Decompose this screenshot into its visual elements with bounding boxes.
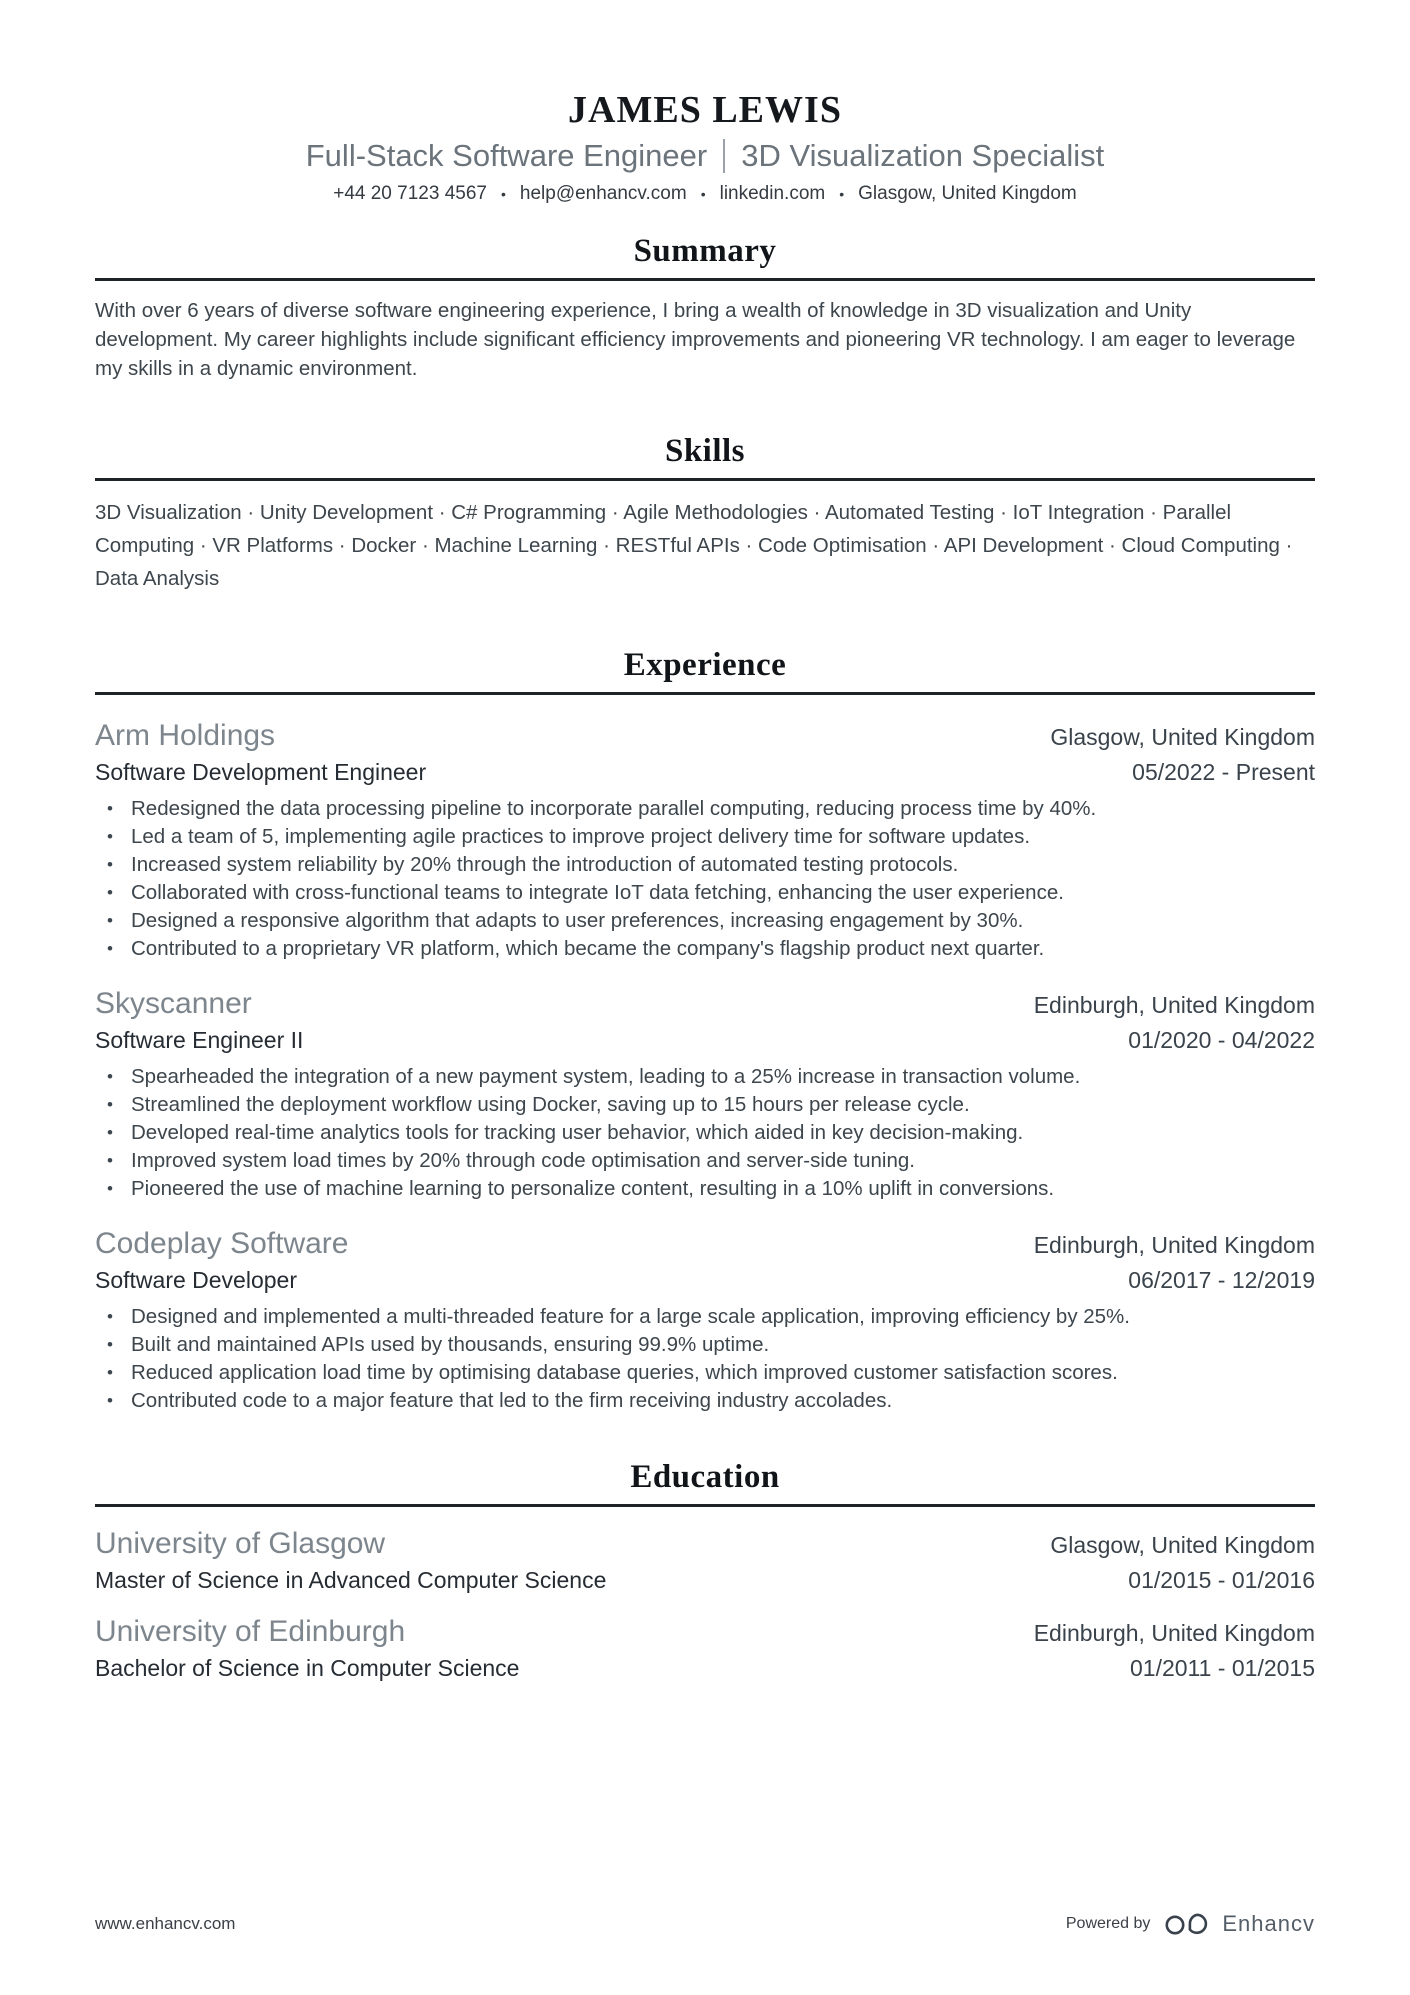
entry-dates: 01/2011 - 01/2015 — [1129, 1655, 1315, 1681]
company-name: Codeplay Software — [95, 1227, 349, 1260]
role-title: Software Developer — [95, 1267, 297, 1293]
company-name: Arm Holdings — [95, 719, 276, 752]
bullet-list — [95, 795, 1315, 963]
entry-role-row — [95, 757, 1315, 787]
entry-header-row — [95, 1225, 1315, 1263]
entry-degree-row — [95, 1653, 1315, 1683]
bullet-item: • Increased system reliability by 20% through the introduction of automated testing protocols. — [95, 851, 1315, 879]
contact-location: Glasgow, United Kingdom — [858, 183, 1077, 204]
role-title: Software Development Engineer — [95, 759, 427, 785]
entry-header-row — [95, 1613, 1315, 1651]
bullet-item: • Built and maintained APIs used by thousands, ensuring 99.9% uptime. — [95, 1331, 1315, 1359]
school-name: University of Glasgow — [95, 1527, 386, 1560]
footer-branding — [1066, 1911, 1315, 1937]
experience-entry — [95, 1225, 1315, 1415]
skills-heading: Skills — [95, 433, 1315, 481]
candidate-name: JAMES LEWIS — [568, 89, 842, 131]
school-name: University of Edinburgh — [95, 1615, 406, 1648]
degree-title: Master of Science in Advanced Computer Science — [95, 1567, 607, 1593]
bullet-item: • Collaborated with cross-functional teams to integrate IoT data fetching, enhancing the user experience. — [95, 879, 1315, 907]
education-section — [95, 1459, 1315, 1683]
summary-text: With over 6 years of diverse software engineering experience, I bring a wealth of knowledge in 3D visualization and Unity development. My career highlights include significant efficiency improvements and pioneering VR technology. I am eager to leverage my skills in a dynamic environment. — [95, 299, 1296, 380]
skills-list: 3D Visualization · Unity Development · C# Programming · Agile Methodologies · Automated Testing · IoT Integration · Parallel Computing · VR Platforms · Docker · Machine Learning · RESTful APIs · Code Optimisation · API Development · Cloud Computing · Data Analysis — [95, 501, 1293, 590]
bullet-item: • Developed real-time analytics tools for tracking user behavior, which aided in key decision-making. — [95, 1119, 1315, 1147]
summary-heading: Summary — [95, 233, 1315, 281]
company-name: Skyscanner — [95, 987, 252, 1020]
entry-header-row — [95, 985, 1315, 1023]
degree-title: Bachelor of Science in Computer Science — [95, 1655, 520, 1681]
contact-email[interactable]: help@enhancv.com — [519, 183, 687, 204]
entry-location: Edinburgh, United Kingdom — [1033, 992, 1315, 1018]
entry-dates: 01/2015 - 01/2016 — [1128, 1567, 1315, 1593]
contact-phone: +44 20 7123 4567 — [333, 183, 487, 204]
page-footer — [95, 1911, 1315, 1937]
bullet-list — [95, 1063, 1315, 1203]
experience-entry — [95, 717, 1315, 963]
title-right: 3D Visualization Specialist — [741, 138, 1105, 173]
footer-website-link[interactable]: www.enhancv.com — [95, 1914, 236, 1933]
bullet-item: • Spearheaded the integration of a new payment system, leading to a 25% increase in transaction volume. — [95, 1063, 1315, 1091]
contact-linkedin[interactable]: linkedin.com — [719, 183, 826, 204]
entry-location: Edinburgh, United Kingdom — [1033, 1232, 1315, 1258]
experience-heading: Experience — [95, 647, 1315, 695]
resume-header — [95, 88, 1315, 207]
dot-separator: • — [700, 186, 706, 202]
bullet-item: • Designed a responsive algorithm that adapts to user preferences, increasing engagement by 30%. — [95, 907, 1315, 935]
title-divider — [723, 139, 725, 173]
entry-role-row — [95, 1025, 1315, 1055]
bullet-list — [95, 1303, 1315, 1415]
title-left: Full-Stack Software Engineer — [305, 138, 708, 173]
entry-location: Glasgow, United Kingdom — [1050, 1532, 1315, 1558]
powered-by-label: Powered by — [1065, 1915, 1151, 1932]
summary-section — [95, 233, 1315, 383]
entry-location: Edinburgh, United Kingdom — [1033, 1620, 1315, 1646]
enhancv-logo-icon — [1164, 1911, 1208, 1937]
entry-degree-row — [95, 1565, 1315, 1595]
contact-row — [95, 181, 1315, 207]
bullet-item: • Improved system load times by 20% through code optimisation and server-side tuning. — [95, 1147, 1315, 1175]
education-heading: Education — [95, 1459, 1315, 1507]
dot-separator: • — [839, 186, 845, 202]
role-title: Software Engineer II — [95, 1027, 304, 1053]
education-entry — [95, 1525, 1315, 1595]
bullet-item: • Led a team of 5, implementing agile practices to improve project delivery time for software updates. — [95, 823, 1315, 851]
bullet-item: • Designed and implemented a multi-threaded feature for a large scale application, improving efficiency by 25%. — [95, 1303, 1315, 1331]
entry-header-row — [95, 717, 1315, 755]
candidate-title — [95, 137, 1315, 175]
skills-section — [95, 433, 1315, 595]
entry-dates: 06/2017 - 12/2019 — [1128, 1267, 1315, 1293]
bullet-item: • Contributed to a proprietary VR platform, which became the company's flagship product next quarter. — [95, 935, 1315, 963]
entry-location: Glasgow, United Kingdom — [1050, 724, 1315, 750]
education-entry — [95, 1613, 1315, 1683]
bullet-item: • Redesigned the data processing pipeline to incorporate parallel computing, reducing process time by 40%. — [95, 795, 1315, 823]
experience-section — [95, 647, 1315, 1415]
bullet-item: • Contributed code to a major feature that led to the firm receiving industry accolades. — [95, 1387, 1315, 1415]
entry-header-row — [95, 1525, 1315, 1563]
experience-entry — [95, 985, 1315, 1203]
bullet-item: • Reduced application load time by optimising database queries, which improved customer satisfaction scores. — [95, 1359, 1315, 1387]
dot-separator: • — [500, 186, 506, 202]
enhancv-wordmark: Enhancv — [1222, 1911, 1315, 1936]
bullet-item: • Streamlined the deployment workflow using Docker, saving up to 15 hours per release cycle. — [95, 1091, 1315, 1119]
entry-dates: 05/2022 - Present — [1132, 759, 1315, 785]
bullet-item: • Pioneered the use of machine learning to personalize content, resulting in a 10% uplift in conversions. — [95, 1175, 1315, 1203]
entry-dates: 01/2020 - 04/2022 — [1128, 1027, 1315, 1053]
entry-role-row — [95, 1265, 1315, 1295]
